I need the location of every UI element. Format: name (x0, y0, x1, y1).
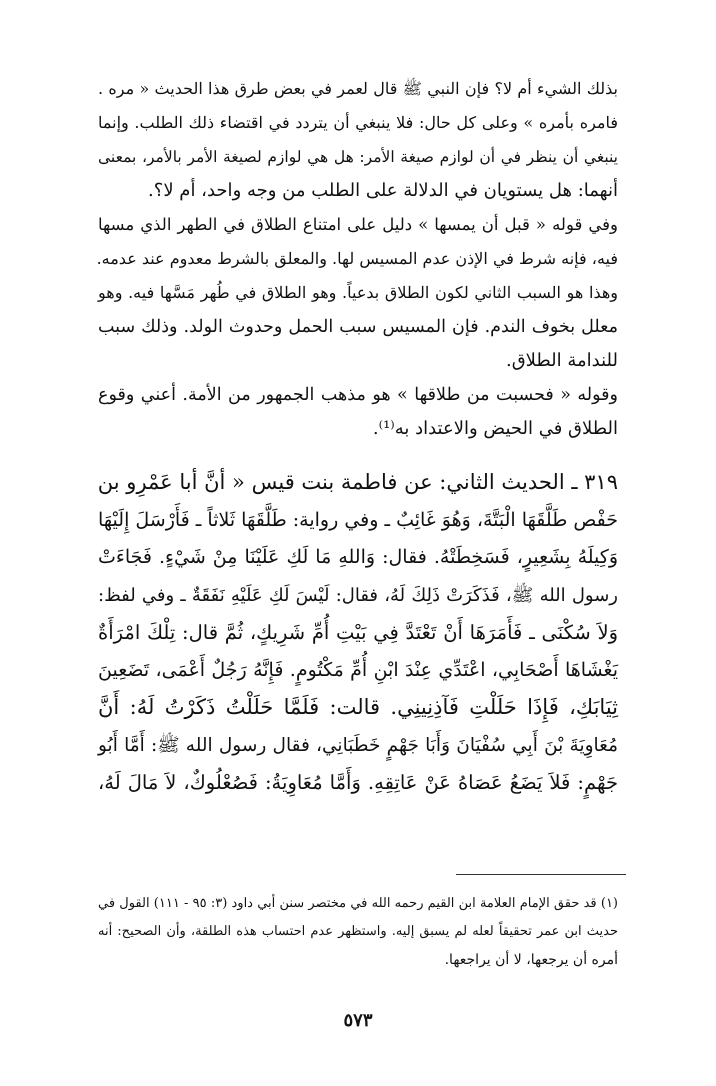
footnote-divider (456, 874, 626, 875)
hadith-line: رسول الله ﷺ، فَذَكَرَتْ ذَلِكَ لَهُ، فقال: لَيْسَ لَكِ عَلَيْهِ نَفَقَةٌ ـ وفي لفظ: (98, 584, 618, 606)
commentary-line: بذلك الشيء أم لا؟ فإن النبي ﷺ قال لعمر في بعض طرق هذا الحديث « مره . (98, 79, 618, 98)
hadith-line: جَهْمٍ: فَلاَ يَضَعُ عَصَاهُ عَنْ عَاتِقِهِ. وَأَمَّا مُعَاوِيَةُ: فَصُعْلُوكٌ، لاَ مَالَ لَهُ، (98, 771, 618, 794)
footnotes (98, 890, 618, 974)
commentary-line: فيه، فإنه شرط في الإذن عدم المسيس لها. والمعلق بالشرط معدوم عند عدمه. (96, 249, 618, 268)
commentary-line: وقوله « فحسبت من طلاقها » هو مذهب الجمهور من الأمة. أعني وقوع (98, 385, 618, 405)
commentary-line: معلل بخوف الندم. فإن المسيس سبب الحمل وحدوث الولد. وذلك سبب (98, 317, 618, 337)
hadith-line: ٣١٩ ـ الحديث الثاني: عن فاطمة بنت قيس « أنَّ أبا عَمْرِو بن (97, 470, 618, 494)
footnote-line: حديث ابن عمر تحقيقاً لعله لم يسبق إليه. واستظهر عدم احتساب هذه الطلقة، وأن الصحيح: أنه (98, 924, 618, 939)
commentary-line: وهذا هو السبب الثاني لكون الطلاق بدعياً. وهو الطلاق في طُهر مَسَّها فيه. وهو (98, 283, 618, 302)
hadith-line: حَفْص طَلَّقَهَا الْبَتَّةَ، وَهُوَ غَائِبٌ ـ وفي رواية: طَلَّقَهَا ثَلاثاً ـ فَأَرْسَلَ إِلَيْهَا (98, 508, 618, 531)
commentary-line: فامره بأمره » وعلى كل حال: فلا ينبغي أن يتردد في اقتضاء ذلك الطلب. وإنما (98, 113, 618, 132)
hadith-line: وَلاَ سُكْنَى ـ فَأَمَرَهَا أَنْ تَعْتَدَّ فِي بَيْتِ أُمِّ شَرِيكٍ، ثُمَّ قال: تِلْكَ امْرَأَةٌ (98, 621, 618, 644)
page-number: ٥٧٣ (343, 1010, 373, 1031)
commentary-text (98, 72, 618, 446)
hadith-text (98, 464, 618, 802)
footnote-line: (١) قد حقق الإمام العلامة ابن القيم رحمه الله في مختصر سنن أبي داود (٣: ٩٥ - ١١١) القول في (98, 896, 618, 911)
commentary-line: الطلاق في الحيض والاعتداد به⁽¹⁾. (372, 418, 618, 439)
commentary-line: أنهما: هل يستويان في الدلالة على الطلب من وجه واحد، أم لا؟. (148, 180, 618, 201)
commentary-line: ينبغي أن ينظر في أن لوازم صيغة الأمر: هل هي لوازم لصيغة الأمر بالأمر، بمعنى (98, 148, 618, 166)
hadith-line: يَغْشَاهَا أَصْحَابِي، اعْتَدِّي عِنْدَ ابْنِ أُمِّ مَكْتُومٍ. فَإِنَّهُ رَجُلٌ أَعْمَى، تَضَعِينَ (98, 658, 618, 681)
commentary-line: وفي قوله « قبل أن يمسها » دليل على امتناع الطلاق في الطهر الذي مسها (98, 215, 618, 234)
commentary-line: للندامة الطلاق. (505, 350, 618, 371)
hadith-line: ثِيَابَكِ، فَإِذَا حَلَلْتِ فَآذِنِينِي. قالت: فَلَمَّا حَلَلْتُ ذَكَرْتُ لَهُ: أَنَّ (98, 695, 618, 719)
hadith-line: مُعَاوِيَةَ بْنَ أَبِي سُفْيَانَ وَأَبَا جَهْمٍ خَطَبَانِي، فقال رسول الله ﷺ: أَمَّا أَبُو (98, 734, 618, 756)
hadith-line: وَكِيلَهُ بِشَعِيرٍ، فَسَخِطَتْهُ. فقال: وَاللهِ مَا لَكِ عَلَيْنَا مِنْ شَيْءٍ. فَجَاءَتْ (98, 546, 618, 568)
footnote-line: أمره أن يرجعها، لا أن يراجعها. (444, 952, 618, 968)
